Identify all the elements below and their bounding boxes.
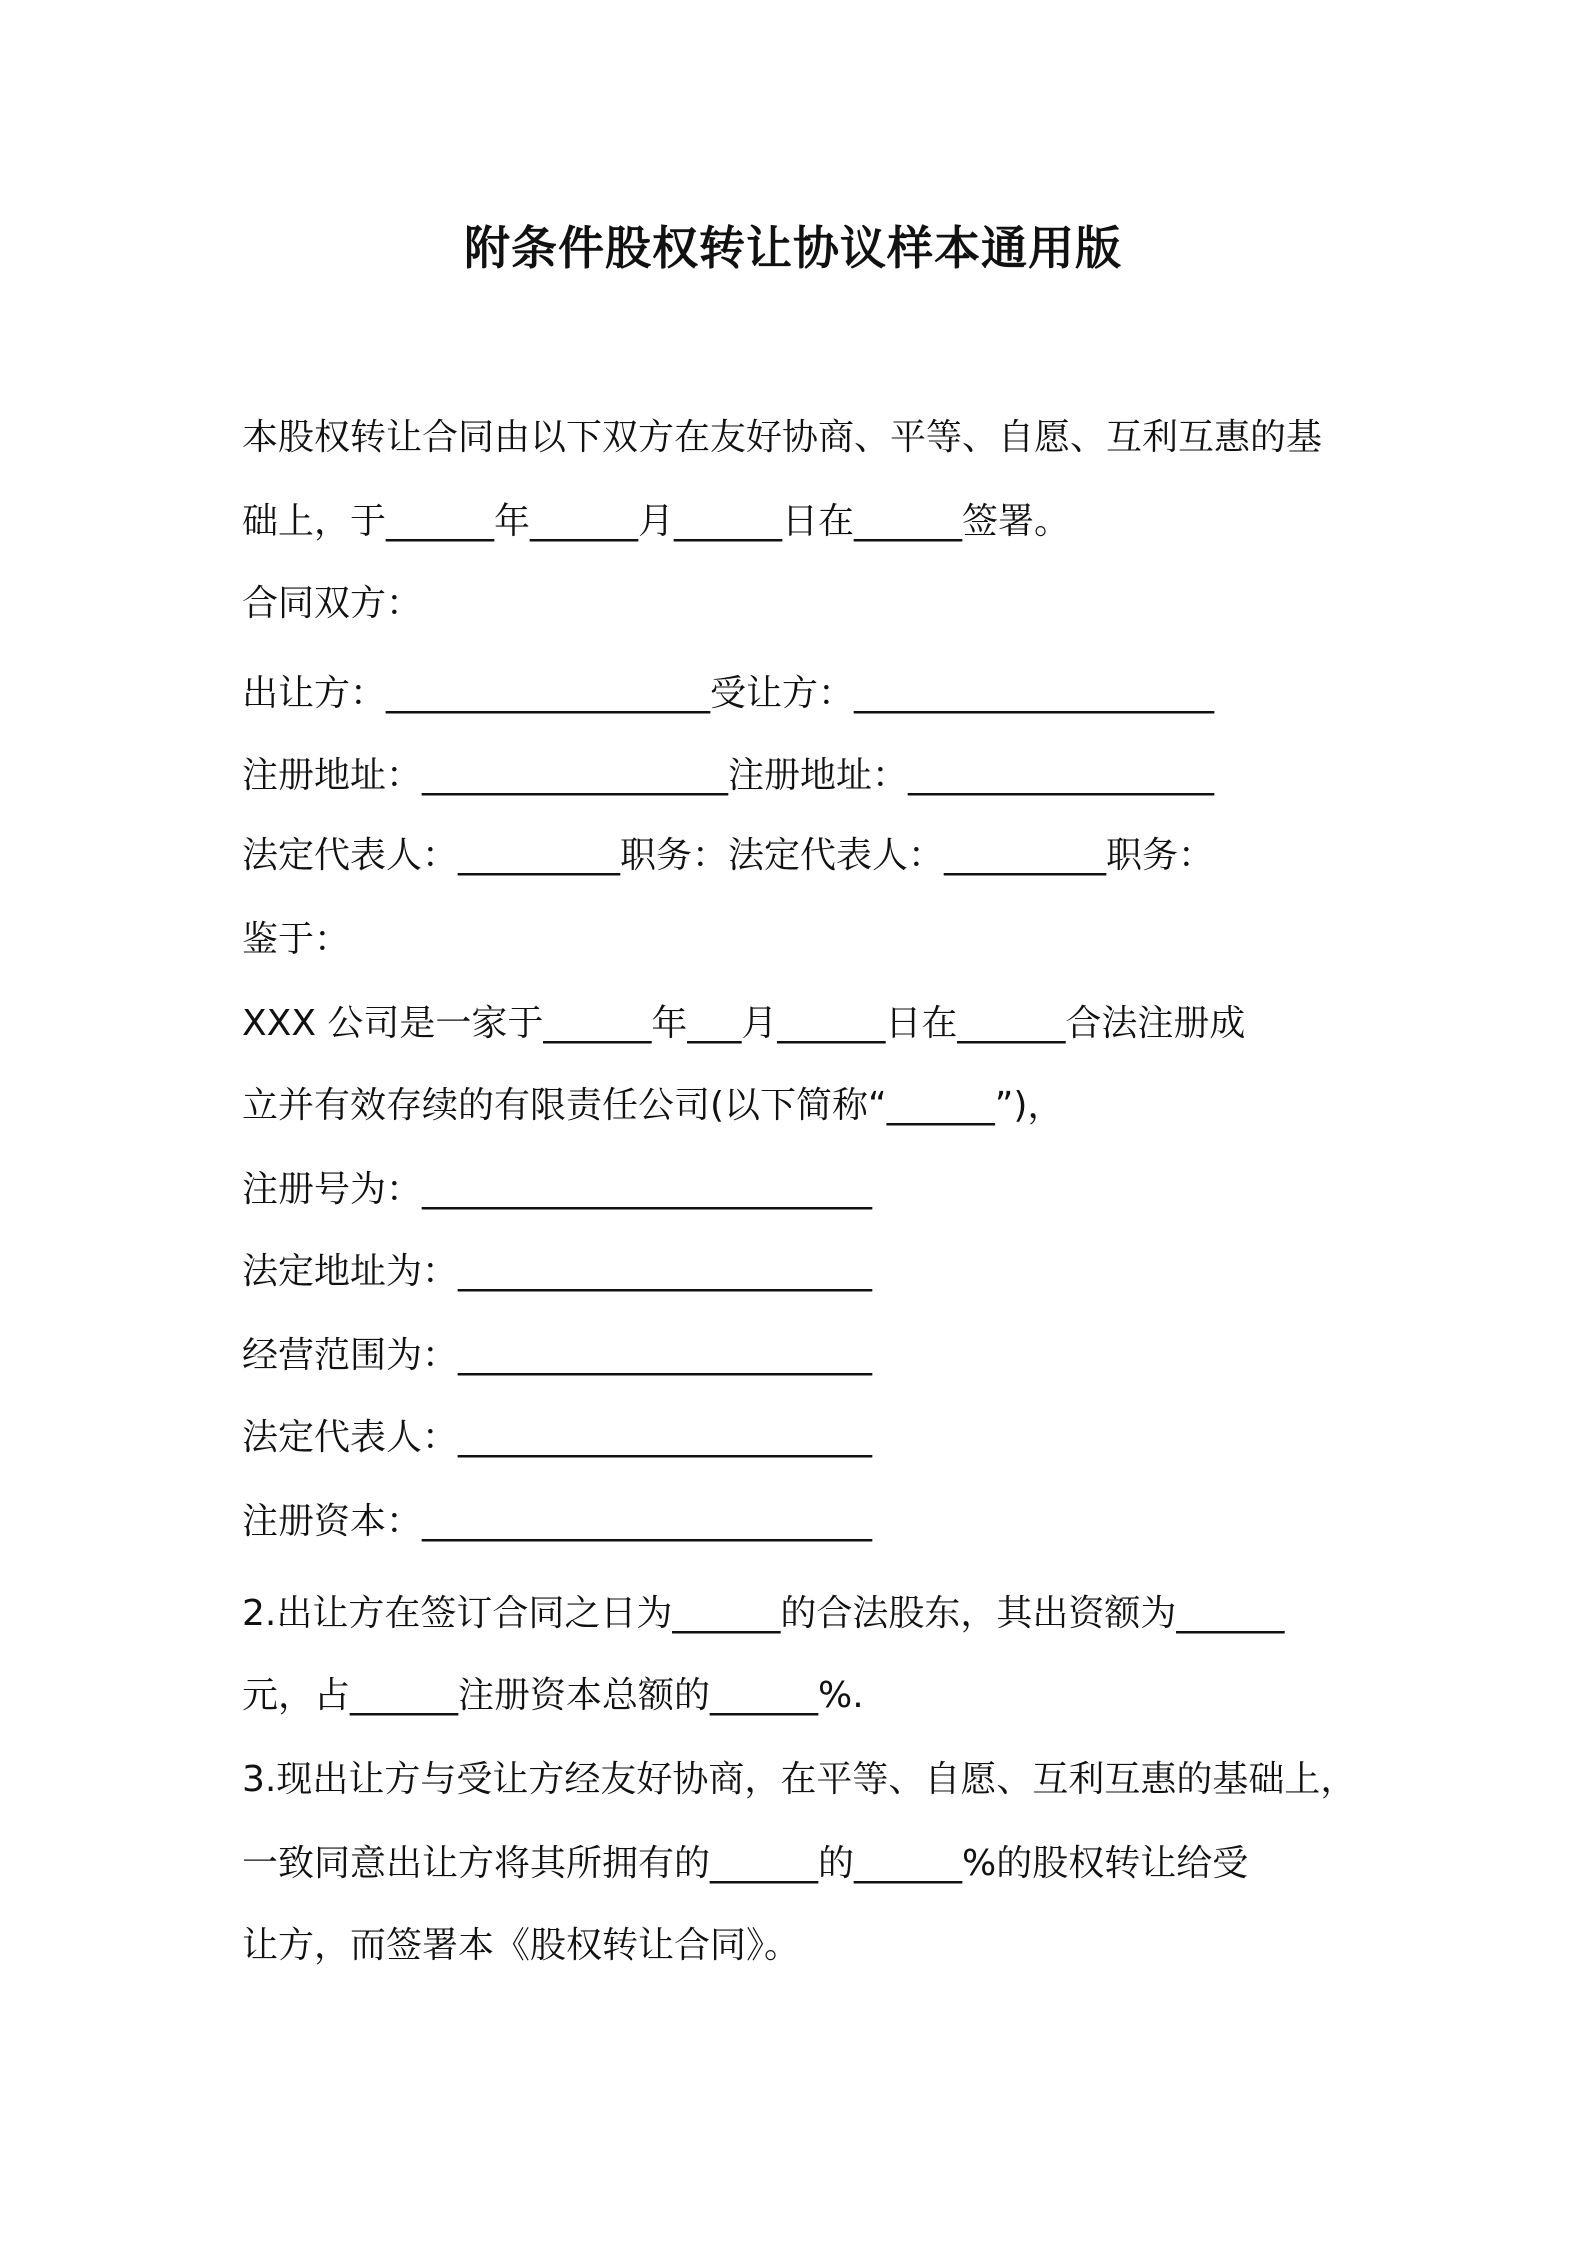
clause-3-line-1: 3.现出让方与受让方经友好协商，在平等、自愿、互利互惠的基础上， (242, 1759, 1357, 1800)
business-scope-line: 经营范围为：_______________________ (242, 1335, 873, 1376)
registered-address-line: 注册地址：_________________注册地址：_________________ (242, 755, 1215, 796)
clause-3-line-3: 让方，而签署本《股权转让合同》。 (242, 1925, 801, 1966)
company-line-1: XXX 公司是一家于______年___月______日在______合法注册成 (242, 1003, 1246, 1044)
clause-2-line-1: 2.出让方在签订合同之日为______的合法股东，其出资额为______ (242, 1593, 1285, 1634)
legal-representative-line: 法定代表人：_________职务：法定代表人：_________职务： (242, 835, 1215, 876)
clause-3-line-2: 一致同意出让方将其所拥有的______的______%的股权转让给受 (242, 1843, 1249, 1884)
whereas-heading: 鉴于： (242, 919, 351, 960)
legal-address-line: 法定地址为：_______________________ (242, 1251, 873, 1292)
registered-capital-line: 注册资本：_________________________ (242, 1501, 873, 1542)
company-line-2: 立并有效存续的有限责任公司(以下简称“______”)， (242, 1085, 1064, 1126)
company-legal-rep-line: 法定代表人：_______________________ (242, 1417, 873, 1458)
transferor-transferee-line: 出让方：__________________受让方：____________________ (242, 673, 1215, 714)
document-title: 附条件股权转让协议样本通用版 (464, 221, 1122, 275)
registration-number-line: 注册号为：_________________________ (242, 1169, 873, 1210)
clause-2-line-2: 元，占______注册资本总额的______%. (242, 1675, 864, 1716)
intro-line-1: 本股权转让合同由以下双方在友好协商、平等、自愿、互利互惠的基 (242, 417, 1323, 458)
intro-line-2: 础上，于______年______月______日在______签署。 (242, 501, 1071, 542)
parties-heading: 合同双方： (242, 583, 423, 624)
